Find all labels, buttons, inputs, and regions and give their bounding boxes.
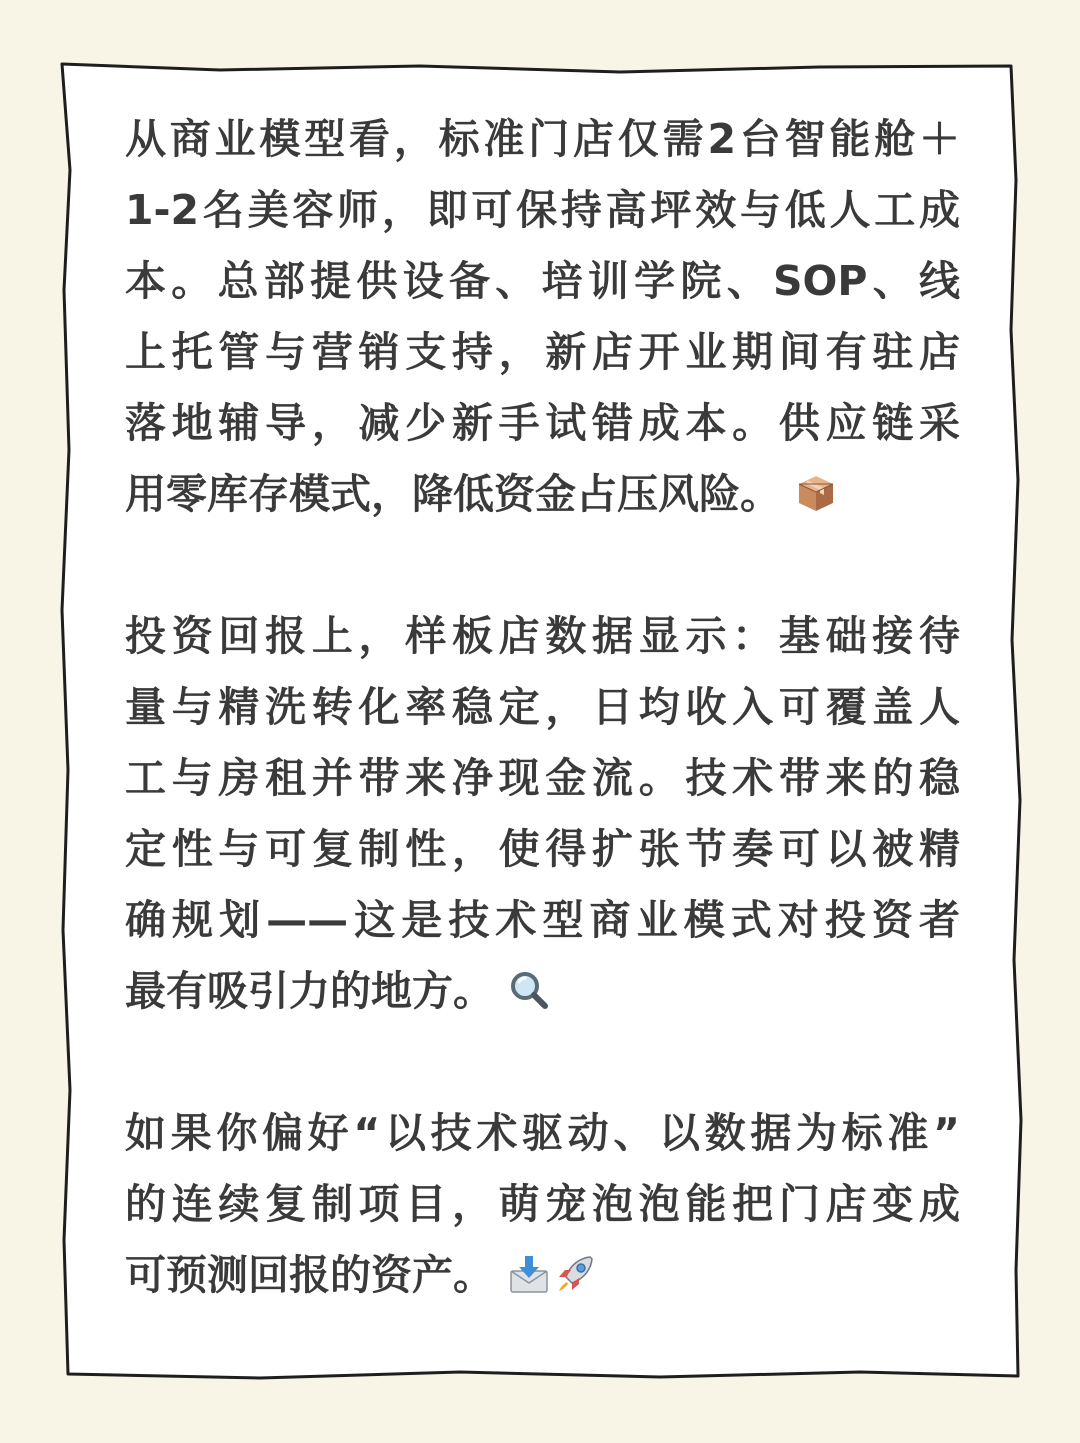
text-line: 如果你偏好“以技术驱动、以数据为标准”	[125, 1109, 960, 1157]
text-line: 确规划——这是技术型商业模式对投资者	[125, 896, 960, 944]
text-line: 的连续复制项目，萌宠泡泡能把门店变成	[125, 1180, 960, 1228]
paragraph-business-model	[125, 104, 960, 530]
paragraph-conclusion	[125, 1098, 960, 1311]
text-line: 上托管与营销支持，新店开业期间有驻店	[125, 328, 960, 376]
text-line: 落地辅导，减少新手试错成本。供应链采	[125, 399, 960, 447]
text-line: 最有吸引力的地方。	[125, 967, 494, 1015]
magnifier-icon	[508, 969, 550, 1011]
inbox-download-icon	[508, 1253, 550, 1295]
text-line: 工与房租并带来净现金流。技术带来的稳	[125, 754, 960, 802]
paragraph-investment-return	[125, 601, 960, 1027]
article-body	[125, 104, 960, 1382]
text-line: 本。总部提供设备、培训学院、SOP、线	[125, 257, 960, 305]
text-line: 从商业模型看，标准门店仅需2台智能舱＋	[125, 115, 960, 163]
text-line-last	[125, 956, 960, 1027]
text-line-last	[125, 459, 960, 530]
rocket-icon	[554, 1253, 596, 1295]
package-icon	[795, 472, 837, 514]
text-line: 量与精洗转化率稳定，日均收入可覆盖人	[125, 683, 960, 731]
text-line: 用零库存模式，降低资金占压风险。	[125, 470, 781, 518]
text-line: 投资回报上，样板店数据显示：基础接待	[125, 612, 960, 660]
text-line: 1-2名美容师，即可保持高坪效与低人工成	[125, 186, 960, 234]
text-line: 可预测回报的资产。	[125, 1251, 494, 1299]
text-line: 定性与可复制性，使得扩张节奏可以被精	[125, 825, 960, 873]
text-line-last	[125, 1240, 960, 1311]
